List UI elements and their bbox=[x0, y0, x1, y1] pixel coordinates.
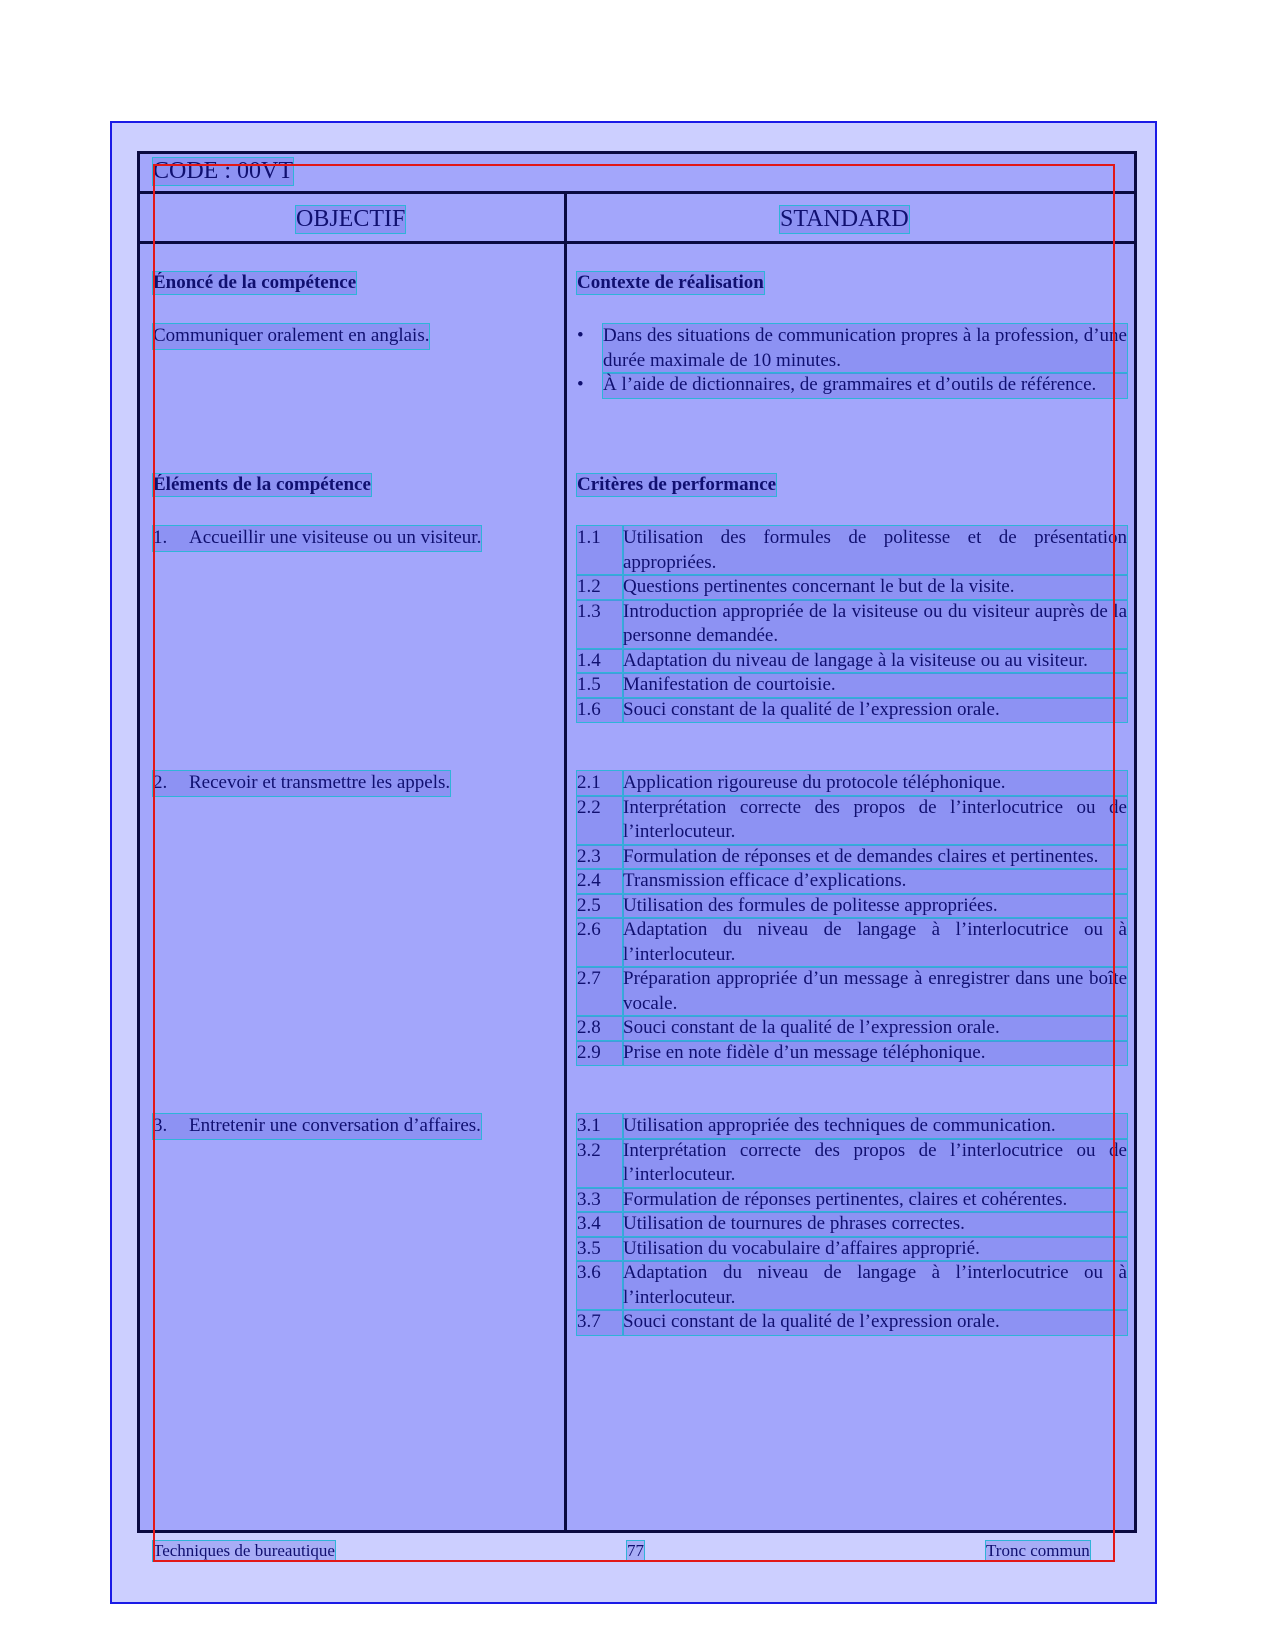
element-number: 2. bbox=[153, 772, 168, 793]
criterion-text: Transmission efficace d’explications. bbox=[623, 869, 1127, 894]
criterion bbox=[577, 600, 1127, 649]
criterion-number: 2.7 bbox=[577, 967, 623, 1016]
criterion bbox=[577, 1237, 1127, 1262]
criterion-number: 2.6 bbox=[577, 918, 623, 967]
element-number: 1. bbox=[153, 527, 168, 548]
criterion bbox=[577, 575, 1127, 600]
contexte-item-text: Dans des situations de communication propres à la profession, d’une durée maximale de 10 minutes. bbox=[603, 324, 1127, 373]
criterion-number: 2.2 bbox=[577, 796, 623, 845]
criterion-text: Utilisation appropriée des techniques de communication. bbox=[623, 1114, 1127, 1139]
element-label-row bbox=[153, 526, 481, 551]
criterion-number: 2.9 bbox=[577, 1041, 623, 1066]
criterion-number: 2.1 bbox=[577, 771, 623, 796]
criterion bbox=[577, 1310, 1127, 1335]
element-label: Entretenir une conversation d’affaires. bbox=[189, 1115, 481, 1136]
criterion bbox=[577, 845, 1127, 870]
criterion-text: Utilisation du vocabulaire d’affaires approprié. bbox=[623, 1237, 1127, 1262]
criterion-text: Interprétation correcte des propos de l’interlocutrice ou de l’interlocuteur. bbox=[623, 1139, 1127, 1188]
criterion-number: 3.1 bbox=[577, 1114, 623, 1139]
criterion-text: Souci constant de la qualité de l’expression orale. bbox=[623, 1310, 1127, 1335]
footer-section: Tronc commun bbox=[986, 1541, 1090, 1560]
criterion-text: Adaptation du niveau de langage à la visiteuse ou au visiteur. bbox=[623, 649, 1127, 674]
criterion-text: Utilisation de tournures de phrases correctes. bbox=[623, 1212, 1127, 1237]
criterion bbox=[577, 771, 1127, 796]
criterion-number: 3.4 bbox=[577, 1212, 623, 1237]
footer-program: Techniques de bureautique bbox=[153, 1541, 335, 1560]
element-number: 3. bbox=[153, 1115, 168, 1136]
criterion bbox=[577, 698, 1127, 723]
criterion bbox=[577, 1114, 1127, 1139]
criterion-text: Utilisation des formules de politesse et de présentation appropriées. bbox=[623, 526, 1127, 575]
criteria-group-1 bbox=[577, 526, 1127, 722]
criterion-number: 1.4 bbox=[577, 649, 623, 674]
criterion-text: Souci constant de la qualité de l’expression orale. bbox=[623, 1016, 1127, 1041]
criterion-text: Introduction appropriée de la visiteuse ou du visiteur auprès de la personne demandée. bbox=[623, 600, 1127, 649]
criterion bbox=[577, 1041, 1127, 1066]
criteres-title: Critères de performance bbox=[577, 474, 777, 495]
column-divider bbox=[564, 194, 567, 1533]
criterion-number: 2.3 bbox=[577, 845, 623, 870]
element-label-row bbox=[153, 1114, 481, 1139]
element-1 bbox=[153, 526, 563, 551]
criterion bbox=[577, 967, 1127, 1016]
criterion-text: Préparation appropriée d’un message à enregistrer dans une boîte vocale. bbox=[623, 967, 1127, 1016]
contexte-item bbox=[577, 324, 1127, 373]
criteria-group-2 bbox=[577, 771, 1127, 1065]
criterion-text: Utilisation des formules de politesse appropriées. bbox=[623, 894, 1127, 919]
criterion-number: 2.5 bbox=[577, 894, 623, 919]
criteria-group-3 bbox=[577, 1114, 1127, 1335]
course-code: CODE : 00VT bbox=[153, 158, 293, 184]
criterion bbox=[577, 894, 1127, 919]
element-3 bbox=[153, 1114, 563, 1139]
criterion-text: Manifestation de courtoisie. bbox=[623, 673, 1127, 698]
objectif-header: OBJECTIF bbox=[296, 206, 406, 232]
element-label: Recevoir et transmettre les appels. bbox=[189, 772, 451, 793]
element-label-row bbox=[153, 771, 450, 796]
criterion-text: Formulation de réponses et de demandes claires et pertinentes. bbox=[623, 845, 1127, 870]
criterion-text: Adaptation du niveau de langage à l’interlocutrice ou à l’interlocuteur. bbox=[623, 1261, 1127, 1310]
criterion-number: 3.5 bbox=[577, 1237, 623, 1262]
criterion-number: 1.3 bbox=[577, 600, 623, 649]
criterion bbox=[577, 649, 1127, 674]
criterion bbox=[577, 673, 1127, 698]
criterion-number: 3.7 bbox=[577, 1310, 623, 1335]
bullet: • bbox=[577, 374, 584, 395]
criterion-text: Formulation de réponses pertinentes, claires et cohérentes. bbox=[623, 1188, 1127, 1213]
header-row bbox=[140, 194, 1134, 244]
criterion-number: 3.3 bbox=[577, 1188, 623, 1213]
criterion bbox=[577, 869, 1127, 894]
enonce-text: Communiquer oralement en anglais. bbox=[153, 324, 429, 349]
criterion-text: Adaptation du niveau de langage à l’interlocutrice ou à l’interlocuteur. bbox=[623, 918, 1127, 967]
contexte-title: Contexte de réalisation bbox=[577, 272, 764, 293]
criterion-number: 1.6 bbox=[577, 698, 623, 723]
criterion bbox=[577, 796, 1127, 845]
contexte-item bbox=[577, 373, 1127, 398]
contexte-list bbox=[577, 324, 1127, 398]
criterion-text: Questions pertinentes concernant le but de la visite. bbox=[623, 575, 1127, 600]
criterion bbox=[577, 918, 1127, 967]
criterion bbox=[577, 526, 1127, 575]
enonce-title: Énoncé de la compétence bbox=[153, 272, 357, 293]
criterion bbox=[577, 1261, 1127, 1310]
criterion-number: 1.5 bbox=[577, 673, 623, 698]
criterion-text: Souci constant de la qualité de l’expression orale. bbox=[623, 698, 1127, 723]
standard-header: STANDARD bbox=[780, 206, 909, 232]
criterion-number: 3.6 bbox=[577, 1261, 623, 1310]
criterion-text: Interprétation correcte des propos de l’interlocutrice ou de l’interlocuteur. bbox=[623, 796, 1127, 845]
criterion bbox=[577, 1188, 1127, 1213]
criterion bbox=[577, 1212, 1127, 1237]
criterion-text: Prise en note fidèle d’un message téléphonique. bbox=[623, 1041, 1127, 1066]
criterion-number: 2.8 bbox=[577, 1016, 623, 1041]
criterion-number: 1.1 bbox=[577, 526, 623, 575]
elements-title: Éléments de la compétence bbox=[153, 474, 371, 495]
criterion-number: 3.2 bbox=[577, 1139, 623, 1188]
element-label: Accueillir une visiteuse ou un visiteur. bbox=[189, 527, 482, 548]
element-2 bbox=[153, 771, 563, 796]
criterion-text: Application rigoureuse du protocole téléphonique. bbox=[623, 771, 1127, 796]
criterion-number: 1.2 bbox=[577, 575, 623, 600]
footer-page-number: 77 bbox=[627, 1541, 644, 1560]
criterion bbox=[577, 1139, 1127, 1188]
bullet: • bbox=[577, 325, 584, 346]
criterion-number: 2.4 bbox=[577, 869, 623, 894]
criterion bbox=[577, 1016, 1127, 1041]
contexte-item-text: À l’aide de dictionnaires, de grammaires et d’outils de référence. bbox=[603, 373, 1127, 398]
